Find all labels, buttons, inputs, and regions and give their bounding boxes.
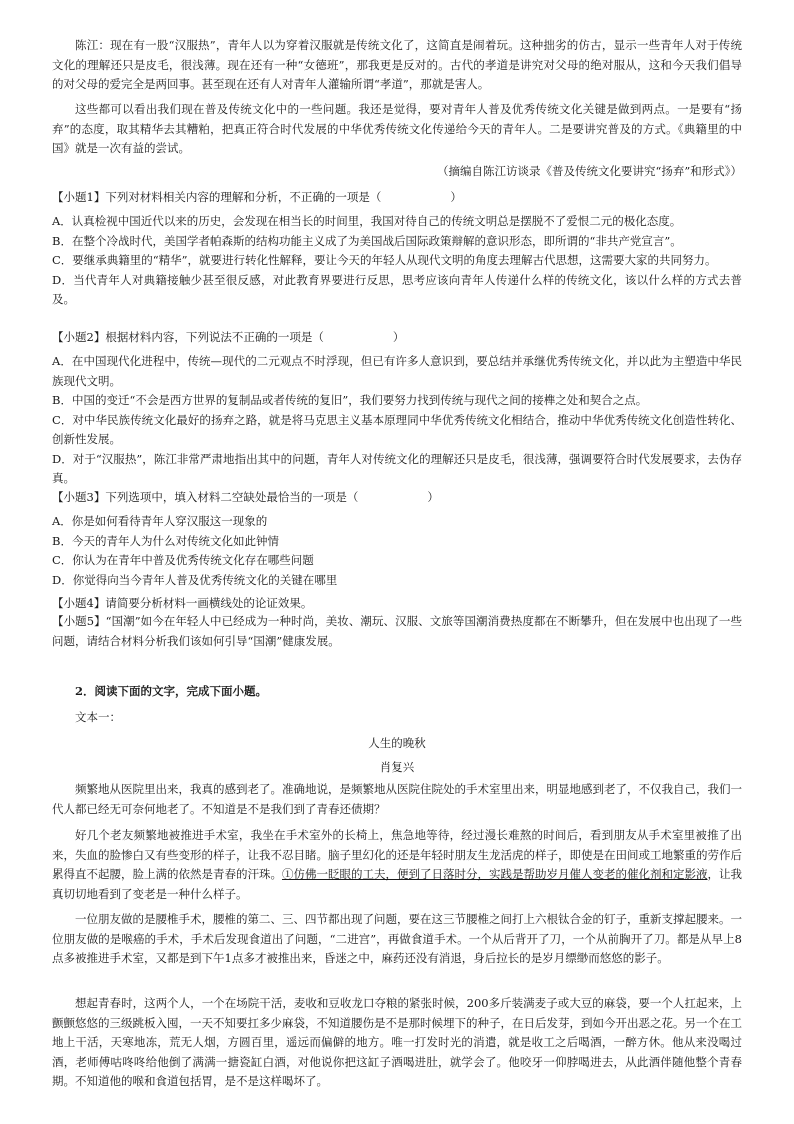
question-3-option-d[interactable]: D．你觉得向当今青年人普及优秀传统文化的关键在哪里 bbox=[52, 572, 338, 587]
question-4-stem: 【小题4】请简要分析材料一画横线处的论证效果。 bbox=[52, 596, 313, 610]
question-1-options bbox=[52, 212, 742, 310]
question-1-stem: 【小题1】下列对材料相关内容的理解和分析，不正确的一项是（ ） bbox=[52, 190, 462, 204]
text-one-label: 文本一： bbox=[75, 710, 121, 724]
question-1-option-c[interactable]: C．要继承典籍里的“精华”，就要进行转化性解释，要让今天的年轻人从现代文明的角度去理解古代思想，这需要大家的共同努力。 bbox=[52, 253, 717, 267]
essay-paragraph-2-end: ，让我真切切地看到了变老是一种什么样子。 bbox=[52, 867, 742, 901]
material-source: （摘编自陈江访谈录《普及传统文化要讲究“扬弃”和形式》） bbox=[436, 164, 742, 178]
question-2-option-d[interactable]: D．对于“汉服热”，陈江非常严肃地指出其中的问题，青年人对传统文化的理解还只是皮毛，很浅薄，强调要符合时代发展要求，去伪存真。 bbox=[52, 451, 742, 485]
essay-paragraph-1: 频繁地从医院里出来，我真的感到老了。准确地说，是频繁地从医院住院处的手术室里出来，明显地感到老了，不仅我自己，我们一代人都已经无可奈何地老了。不知道是不是我们到了青春还债期？ bbox=[52, 782, 742, 816]
question-2-option-c[interactable]: C．对中华民族传统文化最好的扬弃之路，就是将马克思主义基本原理同中华优秀传统文化相结合，推动中华优秀传统文化创造性转化、创新性发展。 bbox=[52, 412, 742, 446]
material-paragraph-1: 陈江：现在有一股“汉服热”，青年人以为穿着汉服就是传统文化了，这简直是闹着玩。这种拙劣的仿古，显示一些青年人对于传统文化的理解还只是皮毛，很浅薄。现在还有一种“女德班”，那我更是反对的。古代的孝道是讲究对父母的绝对服从，这和今天我们倡导的对父母的爱完全是两回事。甚至现在还有人对青年人灌输所谓“孝道”，那就是害人。 bbox=[52, 38, 742, 91]
question-3-option-b[interactable]: B．今天的青年人为什么对传统文化如此钟情 bbox=[52, 533, 279, 548]
essay-author: 肖复兴 bbox=[379, 760, 415, 774]
material-paragraph-2: 这些都可以看出我们现在普及传统文化中的一些问题。我还是觉得，要对青年人普及优秀传统文化关键是做到两点。一是要有“扬弃”的态度，取其精华去其糟粕，把真正符合时代发展的中华优秀传统文化传递给今天的青年人。二是要讲究普及的方式。《典籍里的中国》就是一次有益的尝试。 bbox=[52, 102, 742, 155]
essay-title: 人生的晚秋 bbox=[368, 736, 426, 750]
question-2-option-a[interactable]: A．在中国现代化进程中，传统—现代的二元观点不时浮现，但已有许多人意识到，要总结并承继优秀传统文化，并以此为主塑造中华民族现代文明。 bbox=[52, 354, 742, 388]
question-1-option-d[interactable]: D．当代青年人对典籍接触少甚至很反感，对此教育界要进行反思，思考应该向青年人传递什么样的传统文化，该以什么样的方式去普及。 bbox=[52, 272, 742, 306]
question-2-option-b[interactable]: B．中国的变迁“不会是西方世界的复制品或者传统的复旧”，我们要努力找到传统与现代之间的接榫之处和契合之点。 bbox=[52, 393, 648, 407]
section-2-heading: 2．阅读下面的文字，完成下面小题。 bbox=[75, 684, 267, 698]
question-2-options bbox=[52, 352, 742, 489]
question-5-stem: 【小题5】“国潮”如今在年轻人中已经成为一种时尚，美妆、潮玩、汉服、文旅等国潮消费热度都在不断攀升，但在发展中也出现了一些问题，请结合材料分析我们该如何引导“国潮”健康发展。 bbox=[52, 614, 742, 648]
question-2-stem: 【小题2】根据材料内容，下列说法不正确的一项是（ ） bbox=[52, 330, 405, 344]
question-3-option-a[interactable]: A．你是如何看待青年人穿汉服这一现象的 bbox=[52, 514, 268, 528]
essay-paragraph-3: 一位朋友做的是腰椎手术，腰椎的第二、三、四节都出现了问题，要在这三节腰椎之间打上六根钛合金的钉子，重新支撑起腰来。一位朋友做的是喉癌的手术，手术后发现食道出了问题，“二进宫”，再做食道手术。一个从后背开了刀，一个从前胸开了刀。都是从早上8点多被推进手术室，又都是到下午1点多才被推出来，昏迷之中，麻药还没有消退，身后拉长的是岁月缥缈而悠悠的影子。 bbox=[52, 912, 742, 965]
question-3-stem: 【小题3】下列选项中，填入材料二空缺处最恰当的一项是（ ） bbox=[52, 490, 439, 504]
essay-paragraph-2-text: 好几个老友频繁地被推进手术室，我坐在手术室外的长椅上，焦急地等待，经过漫长难熬的时间后，看到朋友从手术室里被推了出来，失血的脸惨白又有些变形的样子，让我不忍目睹。脑子里幻化的还是年轻时朋友生龙活虎的样子，即使是在田间或工地繁重的劳作后累得直不起腰，脸上满的依然是青春的汗珠。 bbox=[52, 828, 742, 881]
essay-paragraph-4: 想起青春时，这两个人，一个在场院干活，麦收和豆收龙口夺粮的紧张时候，200多斤装满麦子或大豆的麻袋，要一个人扛起来，上颤颤悠悠的三级跳板入囤，一天不知要扛多少麻袋，不知道腰伤是不是那时候埋下的种子，在日后发芽，到如今开出恶之花。另一个在工地上干活，天寒地冻，荒无人烟，方圆百里，遥远而偏僻的地方。唯一打发时光的消遣，就是收工之后喝酒，一醉方休。他从来没喝过酒，老师傅咕咚咚给他倒了满满一搪瓷缸白酒，对他说你把这缸子酒喝进肚，就学会了。他咬牙一仰脖喝进去，从此酒伴随他整个青春期。不知道他的喉和食道包括胃，是不是这样喝坏了。 bbox=[52, 996, 742, 1088]
question-3-options bbox=[52, 512, 742, 590]
underlined-sentence-1: ①仿佛一眨眼的工夫，便到了日落时分，实践是帮助岁月催人变老的催化剂和定影液 bbox=[282, 867, 708, 881]
essay-paragraph-2 bbox=[52, 826, 742, 904]
question-1-option-b[interactable]: B．在整个冷战时代，美国学者帕森斯的结构功能主义成了为美国战后国际政策辩解的意识形态，即所谓的“非共产党宣言”。 bbox=[52, 233, 682, 248]
question-1-option-a[interactable]: A．认真检视中国近代以来的历史，会发现在相当长的时间里，我国对待自己的传统文明总是摆脱不了爱恨二元的极化态度。 bbox=[52, 214, 682, 228]
question-3-option-c[interactable]: C．你认为在青年中普及优秀传统文化存在哪些问题 bbox=[52, 553, 314, 567]
